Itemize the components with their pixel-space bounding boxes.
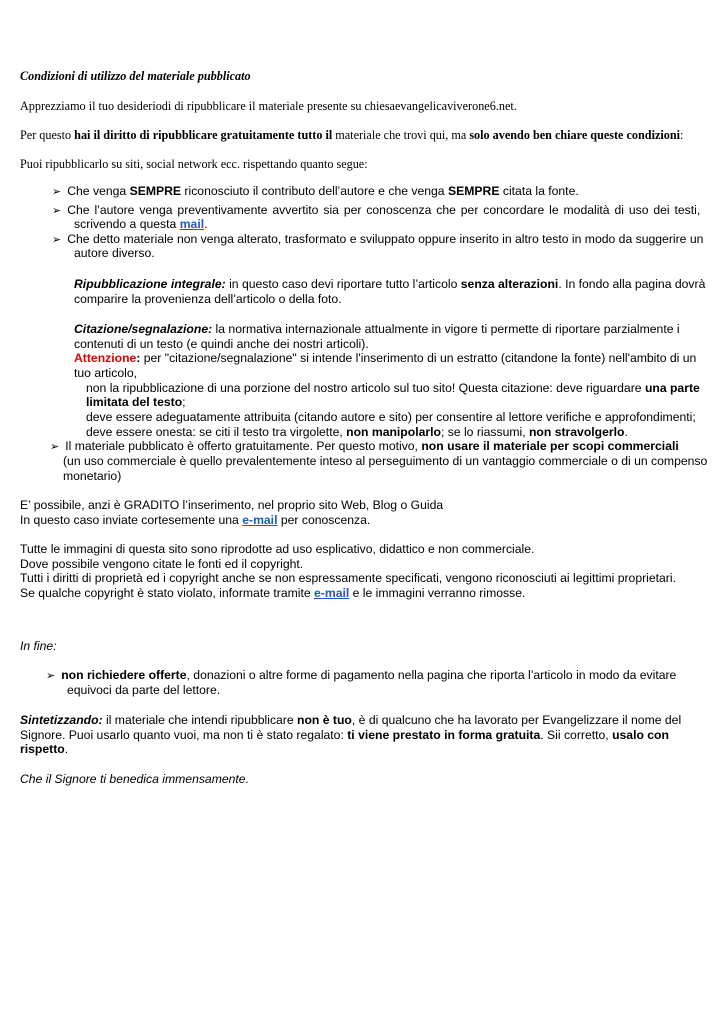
list-item: ➢ Che detto materiale non venga alterato, trasformato e sviluppato oppure inserito in altro testo in modo da suggerire un [52,232,704,246]
citation-line: deve essere adeguatamente attribuita (citando autore e sito) per consentire al lettore verifiche e approfondimenti; [86,410,696,424]
list-item: ➢ Che venga SEMPRE riconosciuto il contributo dell’autore e che venga SEMPRE citata la fonte. [52,184,579,198]
attention-label: Attenzione [74,351,137,365]
insertion-paragraph-line: In questo caso inviate cortesemente una e-mail per conoscenza. [20,513,371,527]
list-item-continuation: (un uso commerciale è quello prevalentemente inteso al perseguimento di un vantaggio commerciale o di un compenso [63,454,708,468]
images-paragraph-line: Se qualche copyright è stato violato, informate tramite e-mail e le immagini verranno rimosse. [20,586,526,600]
email-link[interactable]: e-mail [314,586,350,600]
page-title: Condizioni di utilizzo del materiale pubblicato [20,69,251,83]
list-item: ➢ Il materiale pubblicato è offerto gratuitamente. Per questo motivo, non usare il materiale per scopi commerciali [50,439,679,453]
attention-line: Attenzione: per "citazione/segnalazione" si intende l'inserimento di un estratto (citandone la fonte) nell'ambito di un [74,351,697,365]
citation-line: deve essere onesta: se citi il testo tra virgolette, non manipolarlo; se lo riassumi, non stravolgerlo. [86,425,628,439]
arrow-bullet-icon: ➢ [52,233,62,246]
intro-paragraph: Apprezziamo il tuo desideriodi di ripubblicare il materiale presente su chiesaevangelicaviverone6.net. [20,99,517,113]
mail-link[interactable]: mail [179,217,205,231]
list-item: ➢ Che l’autore venga preventivamente avvertito sia per conoscenza che per concordare le modalità di uso dei testi, [52,203,701,217]
arrow-bullet-icon: ➢ [50,440,60,453]
citation-section: Citazione/segnalazione: la normativa internazionale attualmente in vigore ti permette di riportare parzialmente i [74,322,680,336]
citation-line: tuo articolo, [74,366,138,380]
summary-paragraph-line: rispetto. [20,742,69,756]
list-item: ➢ non richiedere offerte, donazioni o altre forme di pagamento nella pagina che riporta l’articolo in modo da evitare [46,668,677,682]
rights-paragraph: Per questo hai il diritto di ripubblicare gratuitamente tutto il materiale che trovi qui, ma solo avendo ben chiare queste condizioni: [20,128,684,142]
images-paragraph: Tutte le immagini di questa sito sono riprodotte ad uso esplicativo, didattico e non commerciale. [20,542,535,556]
summary-paragraph-line: Signore. Puoi usarlo quanto vuoi, ma non ti è stato regalato: ti viene prestato in forma gratuita. Sii corretto, usalo con [20,728,669,742]
republication-section-continuation: comparire la provenienza dell’articolo o della foto. [74,292,342,306]
usage-paragraph: Puoi ripubblicarlo su siti, social network ecc. rispettando quanto segue: [20,157,368,171]
citation-line: limitata del testo; [86,395,186,409]
summary-paragraph: Sintetizzando: il materiale che intendi ripubblicare non è tuo, è di qualcuno che ha lavorato per Evangelizzare il nome del [20,713,682,727]
closing-blessing: Che il Signore ti benedica immensamente. [20,772,249,786]
arrow-bullet-icon: ➢ [46,669,56,682]
images-paragraph-line: Tutti i diritti di proprietà ed i copyright anche se non espressamente specificati, vengono riconosciuti ai legittimi proprietari. [20,571,676,585]
arrow-bullet-icon: ➢ [52,185,62,198]
insertion-paragraph: E’ possibile, anzi è GRADITO l’inserimento, nel proprio sito Web, Blog o Guida [20,498,444,512]
list-item-continuation: monetario) [63,469,122,483]
list-item-continuation: equivoci da parte del lettore. [67,683,221,697]
republication-section: Ripubblicazione integrale: in questo caso devi riportare tutto l’articolo senza alterazioni. In fondo alla pagina dovrà [74,277,706,291]
citation-line: contenuti di un testo (e quindi anche dei nostri articoli). [74,337,369,351]
images-paragraph-line: Dove possibile vengono citate le fonti ed il copyright. [20,557,304,571]
email-link[interactable]: e-mail [242,513,278,527]
list-item-continuation: autore diverso. [74,246,155,260]
arrow-bullet-icon: ➢ [52,204,62,217]
final-heading: In fine: [20,639,57,653]
citation-line: non la ripubblicazione di una porzione del nostro articolo sul tuo sito! Questa citazione: deve riguardare una parte [86,381,700,395]
list-item-continuation: scrivendo a questa mail. [74,217,208,231]
